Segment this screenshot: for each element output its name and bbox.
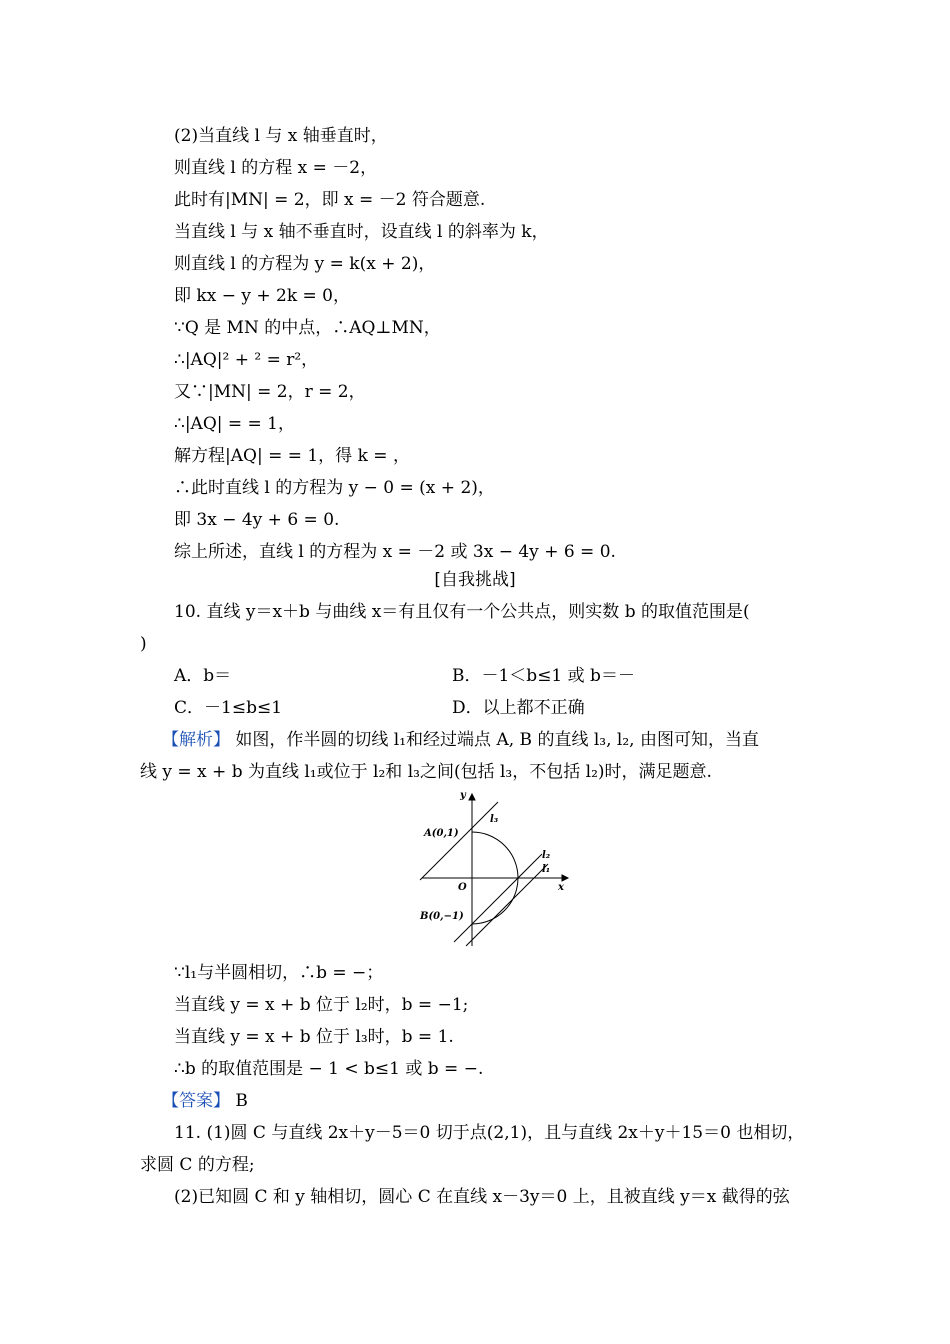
x-axis-arrow [562,875,568,881]
y-axis-label: y [460,790,466,801]
solution-line: 解方程|AQ| = = 1，得 k = ， [174,446,410,466]
solution-line: 综上所述，直线 l 的方程为 x = －2 或 3x − 4y + 6 = 0. [174,542,616,562]
solution-line: (2)当直线 l 与 x 轴垂直时， [174,126,388,146]
analysis-line: ∴b 的取值范围是 − 1 < b≤1 或 b = −. [174,1059,484,1079]
answer-line [162,1090,248,1112]
solution-line: 即 kx − y + 2k = 0， [174,286,350,306]
line-l1 [466,864,551,946]
solution-line: 则直线 l 的方程 x = －2， [174,158,378,178]
analysis-line [162,729,759,751]
line-l2 [454,854,542,942]
l1-label: l₁ [542,864,551,875]
analysis-line: 当直线 y = x + b 位于 l₂时，b = −1; [174,995,469,1015]
option-c: C．－1≤b≤1 [174,698,283,718]
y-axis-arrow [469,794,475,800]
x-axis-label: x [558,882,564,893]
section-header: [自我挑战] [434,570,516,590]
solution-line: 当直线 l 与 x 轴不垂直时，设直线 l 的斜率为 k， [174,222,549,242]
origin-label: O [458,882,467,893]
solution-line: ∵Q 是 MN 的中点，∴AQ⊥MN， [174,318,441,338]
analysis-line-2: 线 y = x + b 为直线 l₁或位于 l₂和 l₃之间(包括 l₃，不包括 l₂)时，满足题意. [140,762,712,782]
point-a-label: A(0,1) [424,828,459,839]
solution-line: 又∵|MN| = 2，r = 2， [174,382,366,402]
l3-label: l₃ [490,814,499,825]
option-b: B．－1＜b≤1 或 b＝－ [452,666,635,686]
analysis-line: 当直线 y = x + b 位于 l₃时，b = 1. [174,1027,454,1047]
solution-line: ∴|AQ| = = 1， [174,414,296,434]
solution-line: ∴|AQ|² + ² = r²， [174,350,319,370]
point-b-label: B(0,−1) [420,911,464,922]
line-l3 [420,802,498,880]
q10-stem-cont: ) [140,634,147,654]
solution-line: 即 3x − 4y + 6 = 0. [174,510,340,530]
l2-label: l₂ [542,850,551,861]
solution-line: 此时有|MN| = 2，即 x = －2 符合题意. [174,190,486,210]
q11-line-2: 求圆 C 的方程; [140,1155,255,1175]
solution-line: 则直线 l 的方程为 y = k(x + 2)， [174,254,436,274]
analysis-text: 如图，作半圆的切线 l₁和经过端点 A, B 的直线 l₃, l₂, 由图可知，当直 [230,730,759,750]
q10-stem: 10. 直线 y＝x＋b 与曲线 x＝有且仅有一个公共点，则实数 b 的取值范围是( [174,602,750,622]
q11-line-3: (2)已知圆 C 和 y 轴相切，圆心 C 在直线 x－3y＝0 上，且被直线 y＝x 截得的弦 [174,1187,790,1207]
analysis-line: ∵l₁与半圆相切，∴b = −； [174,963,384,983]
q11-line-1: 11. (1)圆 C 与直线 2x＋y－5＝0 切于点(2,1)，且与直线 2x＋y＋15＝0 也相切， [174,1123,805,1143]
option-d: D．以上都不正确 [452,698,585,718]
answer-value: B [230,1091,248,1111]
answer-tag: 【答案】 [162,1091,230,1111]
solution-line: ∴此时直线 l 的方程为 y − 0 = (x + 2)， [174,478,495,498]
option-a: A．b＝ [174,666,232,686]
semicircle-figure [418,786,578,948]
analysis-tag: 【解析】 [162,730,230,750]
